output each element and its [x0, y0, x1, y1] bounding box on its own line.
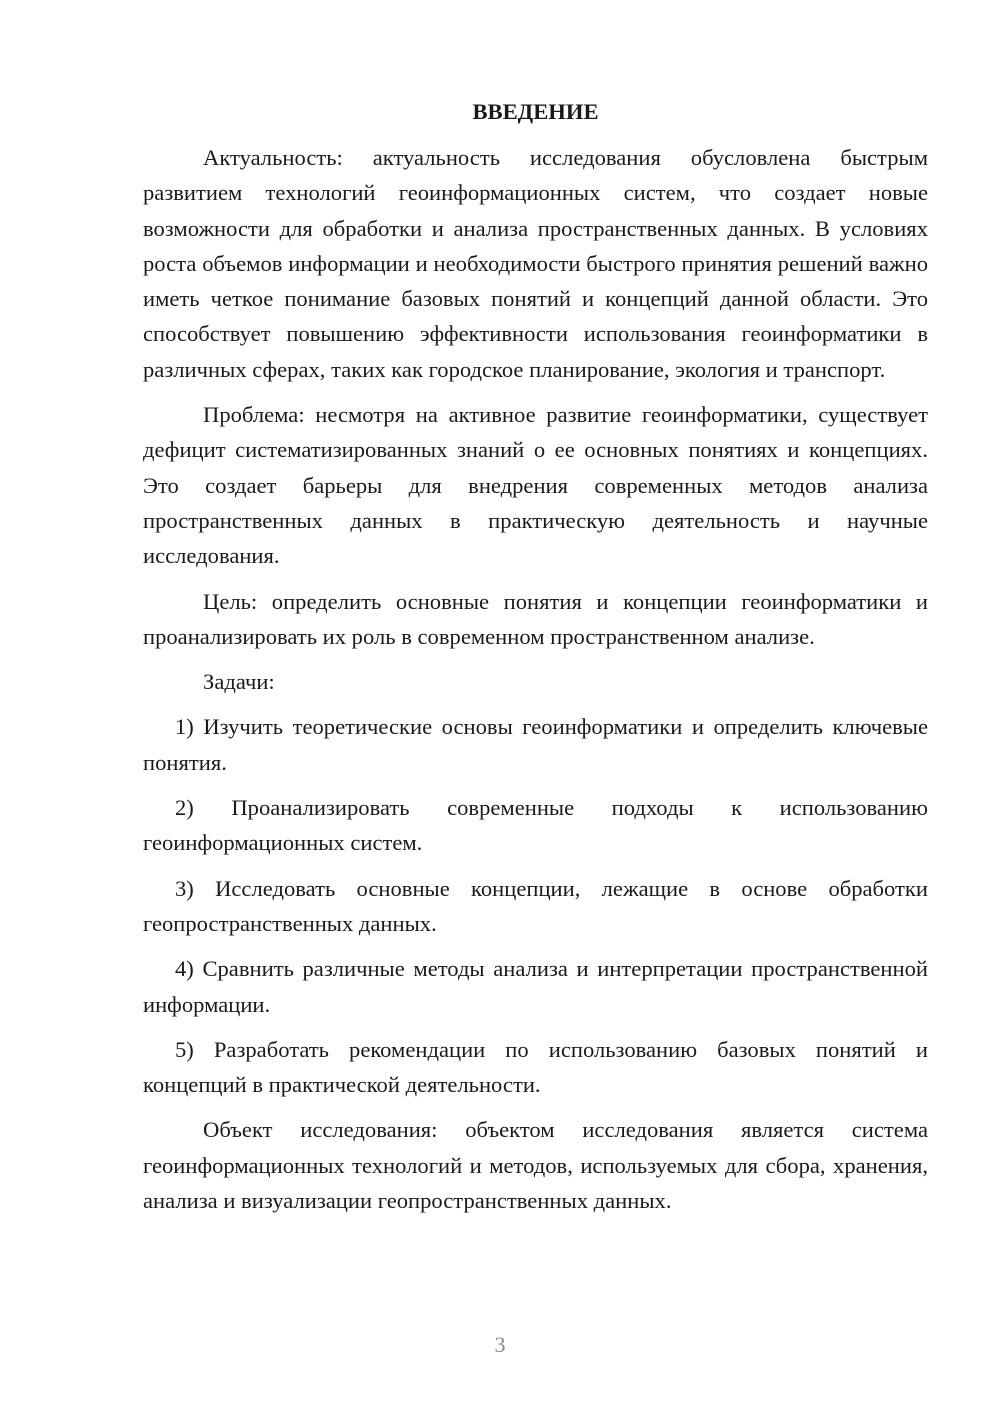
- task-item-3: 3) Исследовать основные концепции, лежащие в основе обработки геопространственных данных.: [143, 875, 928, 936]
- object-paragraph: Объект исследования: объектом исследования является система геоинформационных технологий и методов, используемых для сбора, хранения, анализа и визуализации геопространственных данных.: [143, 1117, 928, 1214]
- task-item-4: 4) Сравнить различные методы анализа и интерпретации пространственной информации.: [143, 956, 928, 1017]
- goal-paragraph: Цель: определить основные понятия и концепции геоинформатики и проанализировать их роль в современном пространственном анализе.: [143, 588, 928, 649]
- task-item-1: 1) Изучить теоретические основы геоинформатики и определить ключевые понятия.: [143, 714, 928, 775]
- page-number: 3: [494, 1332, 506, 1357]
- page-body: [143, 94, 928, 1218]
- task-item-2: 2) Проанализировать современные подходы к использованию геоинформационных систем.: [143, 795, 928, 856]
- tasks-heading: Задачи:: [203, 669, 275, 695]
- relevance-paragraph: Актуальность: актуальность исследования обусловлена быстрым развитием технологий геоинформационных систем, что создает новые возможности для обработки и анализа пространственных данных. В условиях роста объемов информации и необходимости быстрого принятия решений важно иметь четкое понимание базовых понятий и концепций данной области. Это способствует повышению эффективности использования геоинформатики в различных сферах, таких как городское планирование, экология и транспорт.: [143, 145, 928, 382]
- section-title: ВВЕДЕНИЕ: [472, 99, 599, 124]
- task-item-5: 5) Разработать рекомендации по использованию базовых понятий и концепций в практической деятельности.: [143, 1036, 928, 1098]
- problem-paragraph: Проблема: несмотря на активное развитие геоинформатики, существует дефицит систематизированных знаний о ее основных понятиях и концепциях. Это создает барьеры для внедрения современных методов анализа пространственных данных в практическую деятельность и научные исследования.: [143, 402, 928, 569]
